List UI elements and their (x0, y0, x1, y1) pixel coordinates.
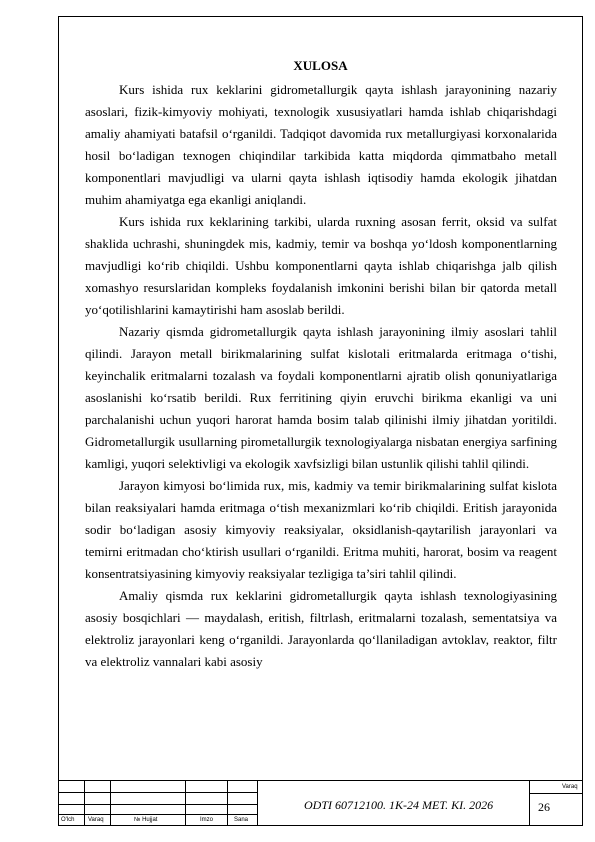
stamp-label-sana: Sana (234, 817, 249, 823)
document-code: ODTI 60712100. 1K-24 MET. KI. 2026 (304, 798, 494, 812)
page-title: XULOSA (293, 58, 348, 73)
paragraph: Nazariy qismda gidrometallurgik qayta ishlash jarayonining ilmiy asoslari tahlil qilindi. Jarayon metall birikmalarining sulfat kislotali eritmalarda eritmaga o‘tishi, keyinchalik eritmalarni tozalash va foydali komponentlarni ajratib olish qonuniyatlariga asoslanishi ko‘rsatib berildi. Rux ferritining qiyin eruvchi birikma ekanligi va uni parchalanishi uchun yuqori harorat hamda bosim talab qilinishi ilmiy jihatdan yoritildi. Gidrometallurgik usullarning pirometallurgik texnologiyalarga nisbatan energiya sarfining kamligi, yuqori selektivligi va ekologik xavfsizligi bilan ustunlik qilishi tahlil qilindi. (85, 324, 557, 471)
stamp-label-imzo: Imzo (200, 817, 214, 823)
paragraph: Jarayon kimyosi bo‘limida rux, mis, kadmiy va temir birikmalarining sulfat kislota bilan reaksiyalari hamda eritmaga o‘tish mexanizmlari ko‘rib chiqildi. Eritish jarayonida sodir bo‘ladigan asosiy kimyoviy reaksiyalar, oksidlanish-qaytarilish jarayonlari va temirni eritmadan cho‘ktirish usullari o‘rganildi. Eritma muhiti, harorat, bosim va reagent konsentratsiyasining kimyoviy reaksiyalar tezligiga ta’siri tahlil qilindi. (85, 478, 557, 581)
stamp-label-hujjat: № Hujjat (134, 817, 158, 823)
page-number: 26 (538, 800, 550, 814)
stamp-label-varaq: Varaq (88, 817, 104, 823)
title-block-stamp (58, 780, 583, 826)
stamp-label-olch: O'lch (61, 817, 75, 823)
paragraph: Kurs ishida rux keklarining tarkibi, ularda ruxning asosan ferrit, oksid va sulfat shaklida uchrashi, shuningdek mis, kadmiy, temir va boshqa yo‘ldosh komponentlarning mavjudligi ko‘rib chiqildi. Ushbu komponentlarni qayta ishlab chiqarishga jalb qilish xomashyo resurslaridan kompleks foydalanish imkonini berishi bilan bir qatorda metall yo‘qotilishlarini kamaytirishi ham asoslab berildi. (85, 214, 557, 317)
paragraph: Amaliy qismda rux keklarini gidrometallurgik qayta ishlash texnologiyasining asosiy bosqichlari — maydalash, eritish, filtrlash, eritmalarni tozalash, sementatsiya va elektroliz jarayonlari keng o‘rganildi. Jarayonlarda qo‘llaniladigan avtoklav, reaktor, filtr va elektroliz vannalari kabi asosiy (85, 588, 557, 669)
paragraph: Kurs ishida rux keklarini gidrometallurgik qayta ishlash jarayonining nazariy asoslari, fizik-kimyoviy mohiyati, texnologik xususiyatlari hamda ishlab chiqarishdagi amaliy ahamiyati batafsil o‘rganildi. Tadqiqot davomida rux metallurgiyasi korxonalarida hosil bo‘ladigan texnogen chiqindilar tarkibida katta miqdorda qimmatbaho metall komponentlari mavjudligi va ularni qayta ishlash iqtisodiy hamda ekologik jihatdan muhim ahamiyatga ega ekanligi aniqlandi. (85, 82, 557, 207)
sheet-label: Varaq (562, 784, 578, 790)
body-text (85, 79, 557, 673)
